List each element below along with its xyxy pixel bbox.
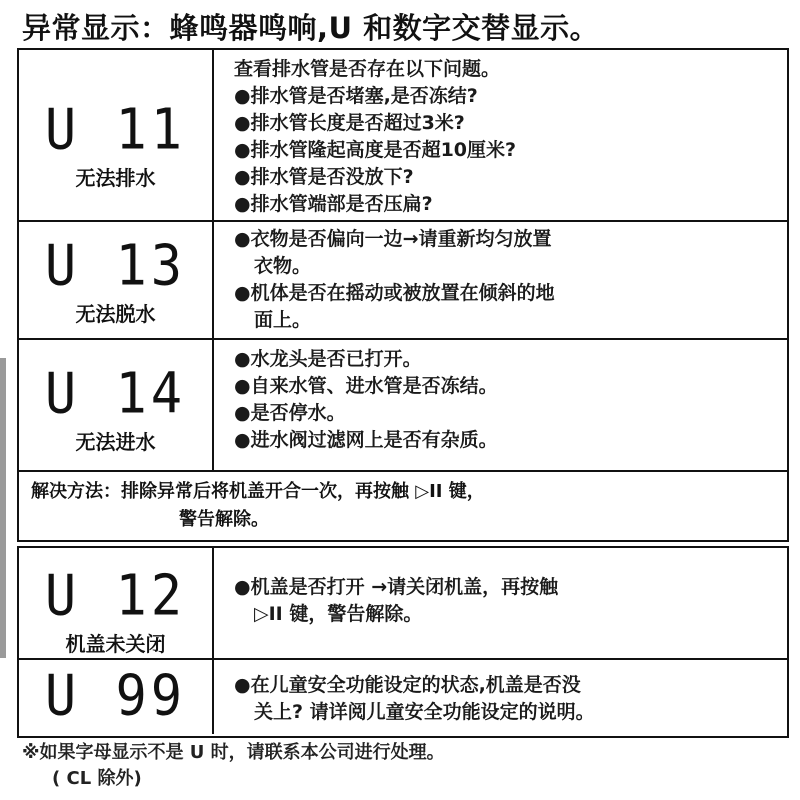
table-row-u99: [19, 660, 787, 734]
page-title: 异常显示：蜂鸣器鸣响,U 和数字交替显示。: [22, 11, 600, 45]
code-cell-u12: [19, 548, 214, 658]
error-code-u11: U 11: [44, 97, 187, 163]
desc-line: ●在儿童安全功能设定的状态,机盖是否没: [234, 674, 581, 696]
desc-line: 衣物。: [254, 255, 312, 277]
desc-line: ●排水管长度是否超过3米?: [234, 112, 465, 134]
code-cell-u99: [19, 660, 214, 734]
table-row-u14: [19, 340, 787, 472]
desc-line: ●机体是否在摇动或被放置在倾斜的地: [234, 282, 555, 304]
footnote-line-2: ( CL 除外): [52, 768, 142, 789]
code-cell-u11: [19, 50, 214, 220]
desc-line: ●排水管端部是否压扁?: [234, 193, 433, 215]
footnote-line-1: ※如果字母显示不是 U 时，请联系本公司进行处理。: [22, 742, 445, 763]
error-code-u14: U 14: [44, 361, 187, 427]
desc-line: ●衣物是否偏向一边→请重新均匀放置: [234, 228, 552, 250]
desc-line: ●排水管隆起高度是否超10厘米?: [234, 139, 517, 161]
error-label-u12: 机盖未关闭: [65, 632, 166, 656]
error-table-main: [17, 48, 789, 542]
desc-u13: [234, 226, 779, 334]
solution-text: [31, 478, 485, 534]
desc-line: ●排水管是否没放下?: [234, 166, 414, 188]
code-cell-u14: [19, 340, 214, 470]
table-row-u12: [19, 548, 787, 660]
error-label-u13: 无法脱水: [75, 302, 156, 326]
desc-line: ●机盖是否打开 →请关闭机盖，再按触: [234, 576, 559, 598]
desc-line: ▷II 键，警告解除。: [254, 603, 423, 625]
desc-line: ●自来水管、进水管是否冻结。: [234, 375, 498, 397]
page-edge-bar: [0, 358, 6, 658]
table-row-u13: [19, 222, 787, 340]
error-label-u14: 无法进水: [75, 430, 156, 454]
error-code-u99: U 99: [44, 663, 187, 729]
desc-line: ●水龙头是否已打开。: [234, 348, 422, 370]
desc-line: ●是否停水。: [234, 402, 346, 424]
desc-u12: [234, 574, 779, 628]
error-table-secondary: [17, 546, 789, 738]
error-code-u13: U 13: [44, 233, 187, 299]
code-cell-u13: [19, 222, 214, 338]
desc-line: ●排水管是否堵塞,是否冻结?: [234, 85, 478, 107]
desc-line: 查看排水管是否存在以下问题。: [234, 58, 501, 80]
error-code-u12: U 12: [44, 563, 187, 629]
error-label-u11: 无法排水: [75, 166, 156, 190]
desc-u14: [234, 346, 779, 454]
desc-line: 关上? 请详阅儿童安全功能设定的说明。: [254, 701, 595, 723]
desc-u99: [234, 672, 779, 726]
desc-line: ●进水阀过滤网上是否有杂质。: [234, 429, 498, 451]
desc-line: 面上。: [254, 309, 312, 331]
footnote: [22, 740, 445, 792]
table-row-u11: [19, 50, 787, 222]
solution-line-2: 警告解除。: [179, 509, 269, 530]
desc-u11: [234, 56, 779, 218]
solution-line-1: 解决方法：排除异常后将机盖开合一次，再按触 ▷II 键，: [31, 481, 485, 502]
